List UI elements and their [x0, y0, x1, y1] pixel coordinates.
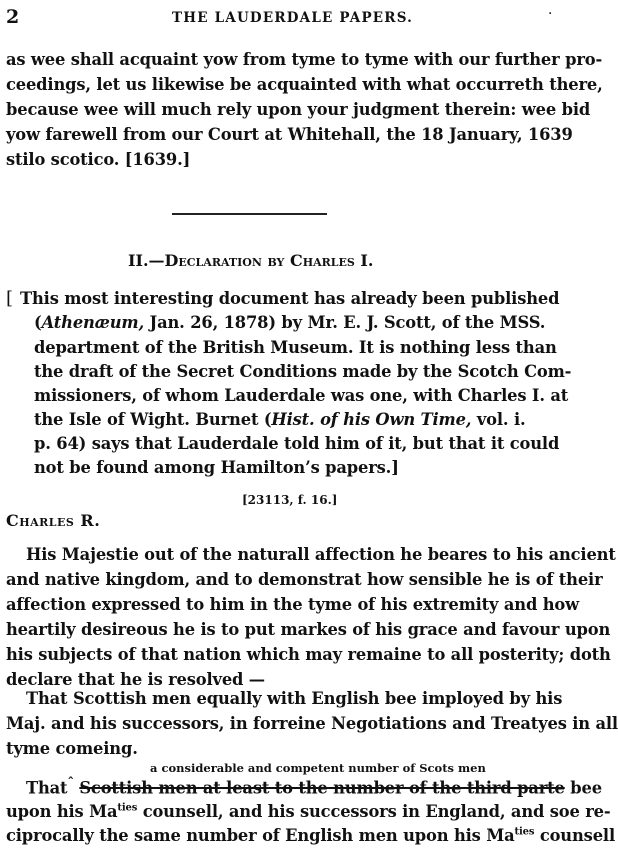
page-number: 2: [6, 6, 20, 28]
declaration-line: That$^ˆ$ Scottish men at least to the number of the third parte bee: [26, 776, 602, 798]
note-open-bracket: [: [6, 288, 14, 309]
section-divider: [172, 213, 327, 215]
note-line: This most interesting document has already been published: [20, 289, 560, 308]
declaration-line: and native kingdom, and to demonstrat how sensible he is of their: [6, 570, 603, 589]
section-title: Declaration by Charles I.: [164, 251, 374, 270]
letter-line: because wee will much rely upon your judgment therein: wee bid: [6, 100, 591, 119]
interlinear-insertion: a considerable and competent number of Scots men: [150, 761, 486, 775]
note-line: missioners, of whom Lauderdale was one, with Charles I. at: [34, 386, 569, 405]
declaration-line: affection expressed to him in the tyme of his extremity and how: [6, 595, 579, 614]
letter-line: stilo scotico. [1639.]: [6, 150, 191, 169]
declaration-line: That Scottish men equally with English bee imployed by his: [26, 689, 563, 708]
letter-line: as wee shall acquaint yow from tyme to tyme with our further pro-: [6, 50, 603, 69]
declaration-line: ciprocally the same number of English men upon his $Ma^{ties}$ counsell: [6, 826, 615, 845]
declaration-line: declare that he is resolved —: [6, 670, 265, 689]
declaration-line: His Majestie out of the naturall affection he beares to his ancient: [26, 545, 616, 564]
section-number: II.—: [128, 251, 165, 270]
note-line: department of the British Museum. It is nothing less than: [34, 338, 557, 357]
declaration-line: his subjects of that nation which may remaine to all posterity; doth: [6, 645, 611, 664]
manuscript-citation: [23113, f. 16.]: [242, 493, 338, 507]
note-line: the draft of the Secret Conditions made by the Scotch Com-: [34, 362, 572, 381]
book-title: Hist. of his Own Time,: [271, 410, 472, 429]
running-title: THE LAUDERDALE PAPERS.: [172, 10, 414, 26]
declaration-line: Maj. and his successors, in forreine Negotiations and Treatyes in all: [6, 714, 618, 733]
signature: Charles R.: [6, 511, 101, 530]
journal-title: Athenæum,: [41, 313, 145, 332]
header-mark: ·: [548, 6, 553, 22]
letter-line: yow farewell from our Court at Whitehall, the 18 January, 1639: [6, 125, 573, 144]
declaration-line: upon his $Ma^{ties}$ counsell, and his successors in England, and soe re-: [6, 802, 611, 821]
note-line: (Athenæum, Jan. 26, 1878) by Mr. E. J. Scott, of the MSS.: [34, 313, 546, 332]
section-heading: [128, 251, 373, 270]
declaration-line: heartily desireous he is to put markes of his grace and favour upon: [6, 620, 611, 639]
declaration-line: tyme comeing.: [6, 739, 138, 758]
note-line: not be found among Hamilton’s papers.]: [34, 458, 399, 477]
insertion-caret: ˆ: [67, 776, 74, 791]
note-line: p. 64) says that Lauderdale told him of it, but that it could: [34, 434, 560, 453]
letter-line: ceedings, let us likewise be acquainted with what occurreth there,: [6, 75, 603, 94]
struck-out-text: Scottish men at least to the number of the third parte: [79, 778, 565, 798]
note-line: the Isle of Wight. Burnet (Hist. of his Own Time, vol. i.: [34, 410, 526, 429]
